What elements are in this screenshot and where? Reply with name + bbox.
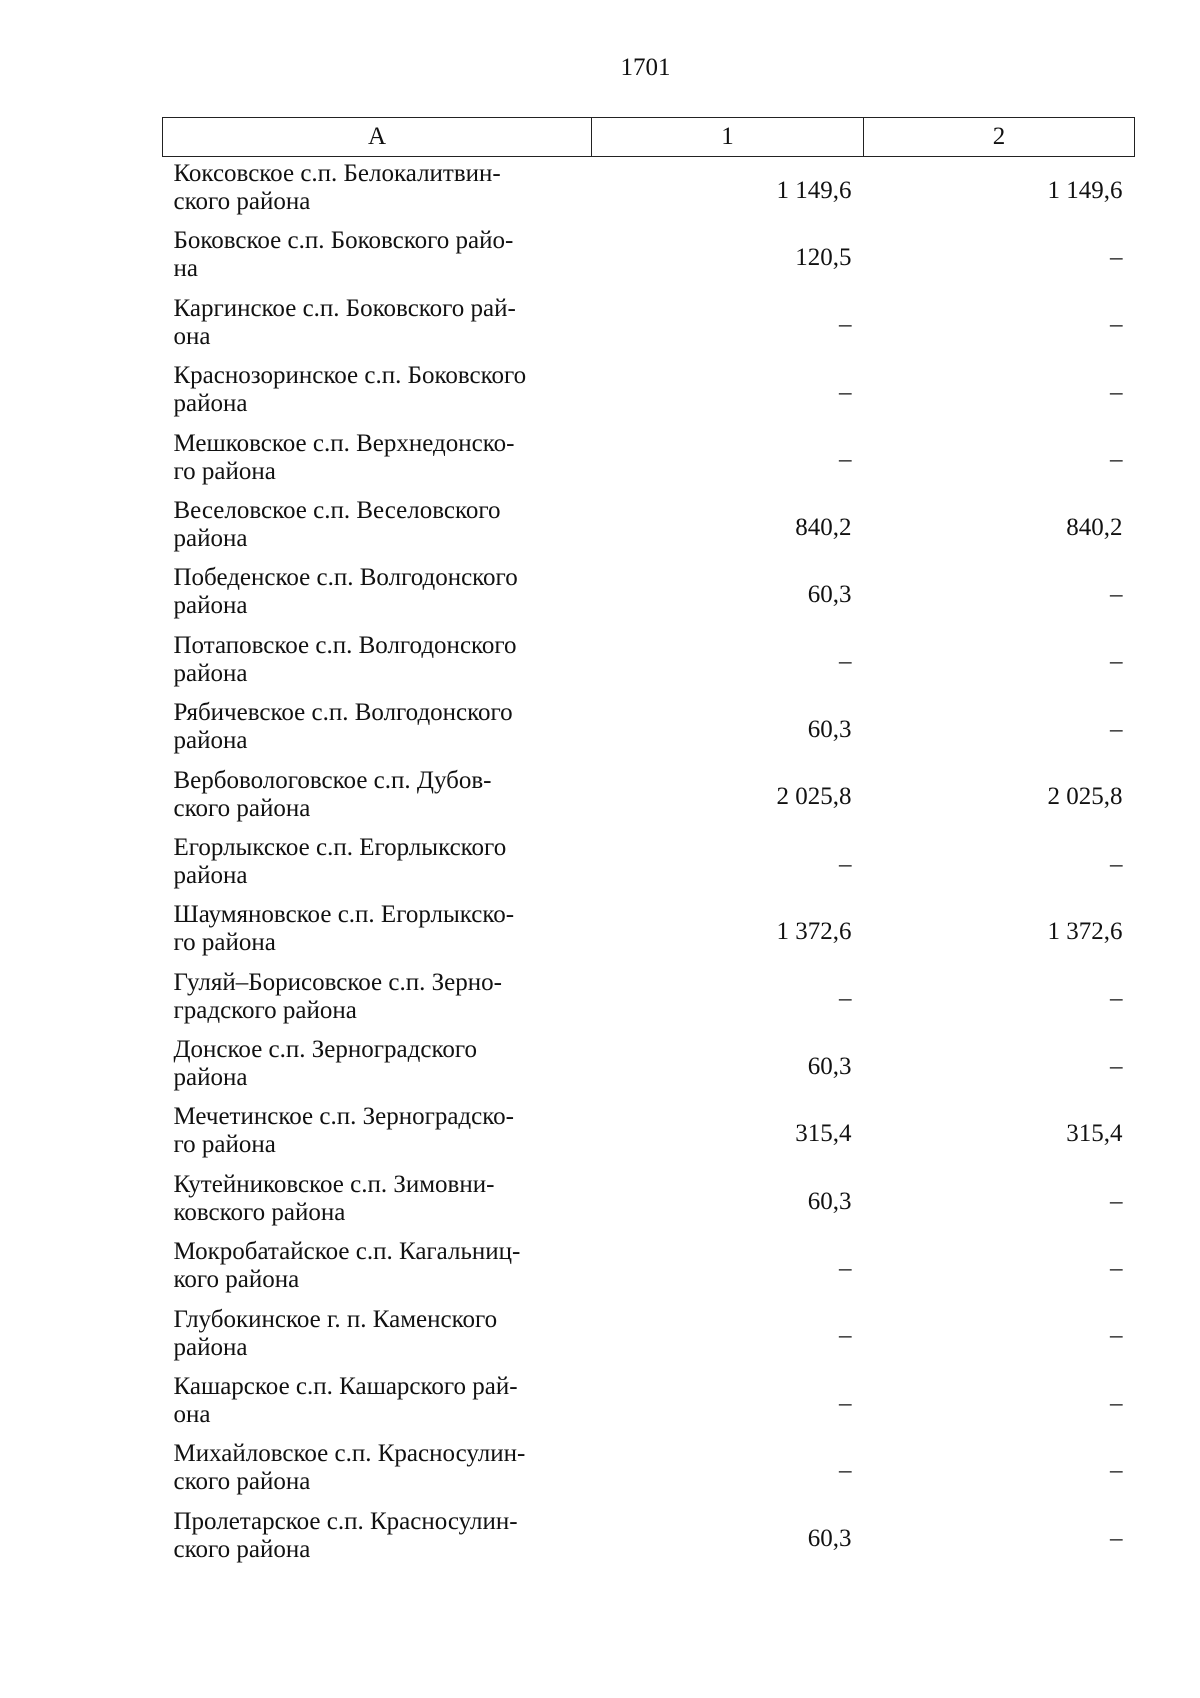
settlement-name-cell: [163, 157, 592, 225]
settlement-name-line: Боковское с.п. Боковского райо-: [173, 227, 514, 255]
value-col-1: 60,3: [807, 1187, 852, 1215]
value-col-1: –: [839, 1254, 852, 1282]
table-row: [163, 764, 1135, 831]
table-row: [163, 1168, 1135, 1235]
value-col-1: –: [839, 850, 852, 878]
table-row: [163, 224, 1135, 291]
value-col-1: –: [839, 1322, 852, 1350]
value-col-1: –: [839, 648, 852, 676]
header-col-1: 1: [592, 118, 864, 157]
settlement-name-cell: [163, 1505, 592, 1572]
settlement-name-cell: [163, 494, 592, 561]
settlement-name-cell: [163, 1235, 592, 1302]
value-col-2: –: [1110, 581, 1123, 609]
settlement-name-line: Веселовское с.п. Веселовского: [173, 496, 501, 524]
header-col-2: 2: [864, 118, 1135, 157]
value-col-2: 840,2: [1066, 513, 1123, 541]
table-header: [163, 118, 1135, 157]
value-col-1: 1 372,6: [776, 917, 852, 945]
settlement-name-line: Коксовское с.п. Белокалитвин-: [173, 160, 501, 187]
value-col-2: –: [1110, 1524, 1123, 1552]
table-row: [163, 292, 1135, 359]
settlement-name-line: Кутейниковское с.п. Зимовни-: [173, 1170, 495, 1198]
value-col-1: 120,5: [795, 244, 852, 272]
table-body: [163, 157, 1135, 1573]
table-row: [163, 359, 1135, 426]
value-col-2: –: [1110, 1052, 1123, 1080]
value-col-2: –: [1110, 244, 1123, 272]
value-col-2: –: [1110, 446, 1123, 474]
table-row: [163, 1505, 1135, 1572]
settlement-name-line: района: [173, 861, 248, 889]
table-row: [163, 831, 1135, 898]
settlement-name-line: на: [173, 255, 198, 283]
value-col-1: 60,3: [807, 1052, 852, 1080]
settlement-name-line: градского района: [173, 996, 357, 1024]
table-row: [163, 1303, 1135, 1370]
settlement-name-line: го района: [173, 457, 276, 485]
value-col-1: –: [839, 1389, 852, 1417]
settlement-name-cell: [163, 831, 592, 898]
page-number: 1701: [620, 54, 671, 81]
value-col-1: 60,3: [807, 581, 852, 609]
value-col-1: –: [839, 1457, 852, 1485]
value-col-1: –: [839, 985, 852, 1013]
table-row: [163, 1033, 1135, 1100]
settlement-name-cell: [163, 427, 592, 494]
table-row: [163, 157, 1135, 225]
settlement-name-line: района: [173, 1064, 248, 1092]
settlement-name-line: Потаповское с.п. Волгодонского: [173, 631, 517, 659]
settlement-name-cell: [163, 764, 592, 831]
value-col-2: 1 372,6: [1047, 917, 1123, 945]
table-row: [163, 427, 1135, 494]
allocation-table: [162, 117, 1135, 1572]
table-row: [163, 1370, 1135, 1437]
value-col-2: –: [1110, 378, 1123, 406]
settlement-name-cell: [163, 292, 592, 359]
settlement-name-line: района: [173, 592, 248, 620]
value-col-1: 840,2: [795, 513, 852, 541]
settlement-name-line: она: [173, 1401, 211, 1429]
settlement-name-cell: [163, 966, 592, 1033]
settlement-name-line: Егорлыкское с.п. Егорлыкского: [173, 833, 507, 861]
value-col-2: –: [1110, 985, 1123, 1013]
settlement-name-line: Шаумяновское с.п. Егорлыкско-: [173, 901, 515, 929]
settlement-name-line: кого района: [173, 1266, 300, 1294]
settlement-name-line: Гуляй–Борисовское с.п. Зерно-: [173, 968, 502, 996]
value-col-1: 60,3: [807, 715, 852, 743]
settlement-name-line: Донское с.п. Зерноградского: [173, 1036, 477, 1064]
settlement-name-cell: [163, 898, 592, 965]
settlement-name-cell: [163, 359, 592, 426]
settlement-name-line: ского района: [173, 188, 311, 215]
table-row: [163, 561, 1135, 628]
value-col-1: –: [839, 446, 852, 474]
table-row: [163, 494, 1135, 561]
settlement-name-line: района: [173, 727, 248, 755]
settlement-name-line: ского района: [173, 1535, 311, 1563]
value-col-2: –: [1110, 1254, 1123, 1282]
table-row: [163, 966, 1135, 1033]
table-row: [163, 1100, 1135, 1167]
settlement-name-line: Михайловское с.п. Красносулин-: [173, 1440, 526, 1468]
value-col-2: –: [1110, 311, 1123, 339]
settlement-name-cell: [163, 1437, 592, 1504]
value-col-2: –: [1110, 1457, 1123, 1485]
header-col-a: А: [163, 118, 592, 157]
settlement-name-cell: [163, 1100, 592, 1167]
table-row: [163, 629, 1135, 696]
settlement-name-line: Вербовологовское с.п. Дубов-: [173, 766, 492, 794]
settlement-name-line: Краснозоринское с.п. Боковского: [173, 362, 527, 390]
settlement-name-line: района: [173, 1333, 248, 1361]
table-row: [163, 1437, 1135, 1504]
settlement-name-line: го района: [173, 929, 276, 957]
settlement-name-line: ского района: [173, 1468, 311, 1496]
table-row: [163, 898, 1135, 965]
settlement-name-line: го района: [173, 1131, 276, 1159]
settlement-name-line: района: [173, 390, 248, 418]
value-col-1: –: [839, 378, 852, 406]
value-col-2: 2 025,8: [1047, 783, 1123, 811]
value-col-2: 315,4: [1066, 1120, 1123, 1148]
settlement-name-cell: [163, 1168, 592, 1235]
value-col-2: –: [1110, 1389, 1123, 1417]
settlement-name-line: Глубокинское г. п. Каменского: [173, 1305, 498, 1333]
settlement-name-line: ковского района: [173, 1198, 346, 1226]
header-row: [163, 118, 1135, 157]
settlement-name-line: района: [173, 659, 248, 687]
settlement-name-cell: [163, 561, 592, 628]
settlement-name-line: Мешковское с.п. Верхнедонско-: [173, 429, 515, 457]
settlement-name-cell: [163, 696, 592, 763]
settlement-name-line: Кашарское с.п. Кашарского рай-: [173, 1373, 518, 1401]
value-col-1: –: [839, 311, 852, 339]
value-col-1: 315,4: [795, 1120, 852, 1148]
value-col-2: –: [1110, 1322, 1123, 1350]
value-col-1: 2 025,8: [776, 783, 852, 811]
settlement-name-line: она: [173, 322, 211, 350]
table-row: [163, 696, 1135, 763]
settlement-name-line: Мечетинское с.п. Зерноградско-: [173, 1103, 514, 1131]
settlement-name-line: Каргинское с.п. Боковского рай-: [173, 294, 516, 322]
settlement-name-cell: [163, 1303, 592, 1370]
value-col-1: 1 149,6: [776, 176, 852, 204]
settlement-name-line: Мокробатайское с.п. Кагальниц-: [173, 1238, 521, 1266]
settlement-name-line: района: [173, 524, 248, 552]
value-col-2: 1 149,6: [1047, 176, 1123, 204]
settlement-name-cell: [163, 629, 592, 696]
settlement-name-cell: [163, 224, 592, 291]
settlement-name-line: Рябичевское с.п. Волгодонского: [173, 699, 513, 727]
settlement-name-cell: [163, 1033, 592, 1100]
value-col-1: 60,3: [807, 1524, 852, 1552]
value-col-2: –: [1110, 1187, 1123, 1215]
settlement-name-line: Победенское с.п. Волгодонского: [173, 564, 518, 592]
settlement-name-cell: [163, 1370, 592, 1437]
settlement-name-line: Пролетарское с.п. Красносулин-: [173, 1507, 518, 1535]
value-col-2: –: [1110, 715, 1123, 743]
settlement-name-line: ского района: [173, 794, 311, 822]
table-row: [163, 1235, 1135, 1302]
value-col-2: –: [1110, 850, 1123, 878]
value-col-2: –: [1110, 648, 1123, 676]
